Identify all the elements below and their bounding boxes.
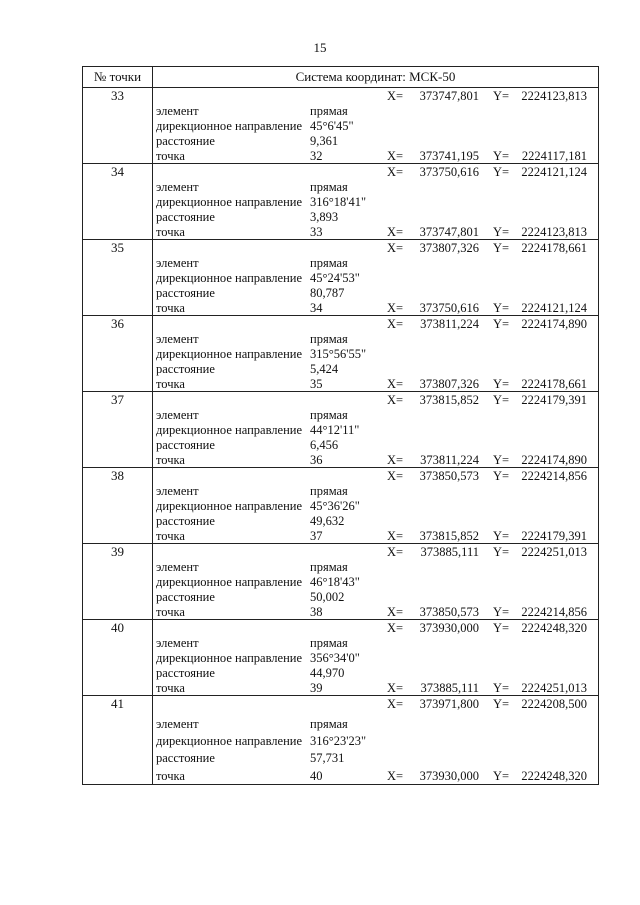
direction-line <box>153 498 593 514</box>
table-row <box>83 164 599 240</box>
distance-label: расстояние <box>156 514 215 528</box>
start-coords-line <box>153 240 593 256</box>
end-x-value: 373747,801 <box>419 225 479 239</box>
distance-line <box>153 589 593 605</box>
y-label: Y= <box>493 241 510 255</box>
point-id: 37 <box>83 392 153 468</box>
end-x-value: 373750,616 <box>419 301 479 315</box>
element-label: элемент <box>156 332 199 346</box>
end-point-line <box>153 680 593 696</box>
start-coords-line <box>153 468 593 484</box>
distance-label: расстояние <box>156 210 215 224</box>
point-block <box>153 544 598 619</box>
element-value: прямая <box>310 104 348 118</box>
element-label: элемент <box>156 560 199 574</box>
end-point-line <box>153 376 593 392</box>
direction-line <box>153 422 593 438</box>
distance-label: расстояние <box>156 666 215 680</box>
point-block <box>153 316 598 391</box>
distance-line <box>153 133 593 149</box>
direction-line <box>153 346 593 362</box>
element-line <box>153 716 593 732</box>
x-label: X= <box>387 393 404 407</box>
x-label: X= <box>387 301 404 315</box>
element-value: прямая <box>310 332 348 346</box>
end-point-id: 36 <box>310 453 323 467</box>
end-y-value: 2224179,391 <box>521 529 587 543</box>
x-value: 373930,000 <box>419 621 479 635</box>
direction-line <box>153 574 593 590</box>
y-value: 2224179,391 <box>521 393 587 407</box>
x-label: X= <box>387 453 404 467</box>
x-label: X= <box>387 165 404 179</box>
direction-label: дирекционное направление <box>156 271 303 285</box>
y-value: 2224214,856 <box>521 469 587 483</box>
direction-value: 45°6'45" <box>310 119 354 133</box>
x-label: X= <box>387 545 404 559</box>
y-label: Y= <box>493 453 510 467</box>
end-point-line <box>153 452 593 468</box>
end-point-line <box>153 148 593 164</box>
point-block <box>153 240 598 315</box>
distance-line <box>153 750 593 766</box>
y-label: Y= <box>493 469 510 483</box>
y-label: Y= <box>493 377 510 391</box>
point-block <box>153 696 598 784</box>
point-details <box>153 468 599 544</box>
x-value: 373807,326 <box>419 241 479 255</box>
point-label: точка <box>156 453 185 467</box>
point-label: точка <box>156 769 185 783</box>
x-label: X= <box>387 317 404 331</box>
end-y-value: 2224251,013 <box>521 681 587 695</box>
element-line <box>153 255 593 271</box>
table-row <box>83 316 599 392</box>
point-label: точка <box>156 529 185 543</box>
direction-value: 45°24'53" <box>310 271 360 285</box>
element-line <box>153 635 593 651</box>
element-value: прямая <box>310 484 348 498</box>
end-y-value: 2224214,856 <box>521 605 587 619</box>
end-x-value: 373811,224 <box>420 453 479 467</box>
point-id: 41 <box>83 696 153 785</box>
y-value: 2224123,813 <box>521 89 587 103</box>
direction-label: дирекционное направление <box>156 423 303 437</box>
element-label: элемент <box>156 180 199 194</box>
x-label: X= <box>387 681 404 695</box>
y-label: Y= <box>493 301 510 315</box>
direction-value: 316°18'41" <box>310 195 367 209</box>
x-label: X= <box>387 769 404 783</box>
distance-line <box>153 513 593 529</box>
end-point-id: 35 <box>310 377 323 391</box>
distance-line <box>153 209 593 225</box>
element-value: прямая <box>310 560 348 574</box>
element-value: прямая <box>310 180 348 194</box>
y-value: 2224174,890 <box>521 317 587 331</box>
point-label: точка <box>156 225 185 239</box>
point-details <box>153 164 599 240</box>
x-value: 373750,616 <box>419 165 479 179</box>
distance-label: расстояние <box>156 362 215 376</box>
element-value: прямая <box>310 256 348 270</box>
x-label: X= <box>387 621 404 635</box>
end-point-line <box>153 224 593 240</box>
x-label: X= <box>387 241 404 255</box>
y-label: Y= <box>493 769 510 783</box>
direction-line <box>153 650 593 666</box>
table-row <box>83 392 599 468</box>
x-value: 373971,800 <box>419 697 479 711</box>
table-row <box>83 544 599 620</box>
element-value: прямая <box>310 636 348 650</box>
point-details <box>153 696 599 785</box>
distance-label: расстояние <box>156 286 215 300</box>
x-label: X= <box>387 377 404 391</box>
x-label: X= <box>387 149 404 163</box>
table-row <box>83 240 599 316</box>
point-details <box>153 240 599 316</box>
direction-label: дирекционное направление <box>156 347 303 361</box>
y-label: Y= <box>493 681 510 695</box>
point-details <box>153 88 599 164</box>
point-label: точка <box>156 301 185 315</box>
direction-value: 356°34'0" <box>310 651 360 665</box>
direction-value: 44°12'11" <box>310 423 360 437</box>
start-coords-line <box>153 544 593 560</box>
y-label: Y= <box>493 149 510 163</box>
distance-value: 44,970 <box>310 666 345 680</box>
y-label: Y= <box>493 545 510 559</box>
end-point-id: 33 <box>310 225 323 239</box>
y-label: Y= <box>493 605 510 619</box>
distance-label: расстояние <box>156 134 215 148</box>
x-value: 373885,111 <box>420 545 479 559</box>
table-row <box>83 696 599 785</box>
direction-value: 45°36'26" <box>310 499 360 513</box>
end-point-line <box>153 604 593 620</box>
y-label: Y= <box>493 697 510 711</box>
distance-value: 49,632 <box>310 514 345 528</box>
distance-line <box>153 665 593 681</box>
table-body <box>83 67 599 785</box>
x-value: 373811,224 <box>420 317 479 331</box>
y-label: Y= <box>493 225 510 239</box>
x-label: X= <box>387 89 404 103</box>
point-block <box>153 620 598 695</box>
y-label: Y= <box>493 317 510 331</box>
y-label: Y= <box>493 165 510 179</box>
element-label: элемент <box>156 636 199 650</box>
point-block <box>153 468 598 543</box>
distance-label: расстояние <box>156 438 215 452</box>
table-row <box>83 468 599 544</box>
distance-value: 6,456 <box>310 438 339 452</box>
distance-line <box>153 361 593 377</box>
y-value: 2224178,661 <box>521 241 587 255</box>
end-y-value: 2224248,320 <box>521 769 587 783</box>
direction-line <box>153 118 593 134</box>
x-label: X= <box>387 605 404 619</box>
point-id: 39 <box>83 544 153 620</box>
distance-line <box>153 285 593 301</box>
end-x-value: 373930,000 <box>419 769 479 783</box>
x-value: 373815,852 <box>419 393 479 407</box>
element-label: элемент <box>156 408 199 422</box>
end-point-id: 32 <box>310 149 323 163</box>
point-block <box>153 392 598 467</box>
start-coords-line <box>153 164 593 180</box>
distance-value: 50,002 <box>310 590 345 604</box>
element-line <box>153 407 593 423</box>
start-coords-line <box>153 88 593 104</box>
x-label: X= <box>387 225 404 239</box>
start-coords-line <box>153 316 593 332</box>
x-label: X= <box>387 469 404 483</box>
point-id: 34 <box>83 164 153 240</box>
table-row <box>83 88 599 164</box>
end-y-value: 2224178,661 <box>521 377 587 391</box>
element-line <box>153 559 593 575</box>
direction-line <box>153 733 593 749</box>
element-line <box>153 103 593 119</box>
end-point-id: 38 <box>310 605 323 619</box>
point-details <box>153 544 599 620</box>
end-point-id: 34 <box>310 301 323 315</box>
page-number: 15 <box>313 40 327 55</box>
end-x-value: 373850,573 <box>419 605 479 619</box>
y-value: 2224208,500 <box>521 697 587 711</box>
end-y-value: 2224117,181 <box>521 149 587 163</box>
y-value: 2224248,320 <box>521 621 587 635</box>
point-label: точка <box>156 149 185 163</box>
table-header-row <box>83 67 599 88</box>
end-point-line <box>153 300 593 316</box>
y-value: 2224251,013 <box>521 545 587 559</box>
end-y-value: 2224121,124 <box>521 301 587 315</box>
point-block <box>153 164 598 239</box>
point-id: 33 <box>83 88 153 164</box>
start-coords-line <box>153 620 593 636</box>
x-label: X= <box>387 697 404 711</box>
direction-label: дирекционное направление <box>156 651 303 665</box>
element-label: элемент <box>156 104 199 118</box>
point-label: точка <box>156 681 185 695</box>
distance-value: 3,893 <box>310 210 339 224</box>
y-label: Y= <box>493 393 510 407</box>
element-line <box>153 483 593 499</box>
coordinates-table <box>82 66 599 785</box>
point-label: точка <box>156 605 185 619</box>
direction-label: дирекционное направление <box>156 119 303 133</box>
element-line <box>153 179 593 195</box>
y-value: 2224121,124 <box>521 165 587 179</box>
end-x-value: 373885,111 <box>420 681 479 695</box>
x-value: 373850,573 <box>419 469 479 483</box>
end-point-line <box>153 768 593 784</box>
element-label: элемент <box>156 484 199 498</box>
end-x-value: 373741,195 <box>419 149 479 163</box>
point-block <box>153 88 598 163</box>
end-point-id: 40 <box>310 769 323 783</box>
point-details <box>153 316 599 392</box>
direction-label: дирекционное направление <box>156 734 303 748</box>
distance-value: 5,424 <box>310 362 339 376</box>
direction-line <box>153 270 593 286</box>
point-id: 40 <box>83 620 153 696</box>
end-y-value: 2224123,813 <box>521 225 587 239</box>
start-coords-line <box>153 392 593 408</box>
direction-line <box>153 194 593 210</box>
x-value: 373747,801 <box>419 89 479 103</box>
element-value: прямая <box>310 717 348 731</box>
end-x-value: 373807,326 <box>419 377 479 391</box>
element-line <box>153 331 593 347</box>
point-id: 36 <box>83 316 153 392</box>
point-id: 38 <box>83 468 153 544</box>
y-label: Y= <box>493 621 510 635</box>
element-label: элемент <box>156 717 199 731</box>
distance-value: 57,731 <box>310 751 345 765</box>
point-details <box>153 620 599 696</box>
direction-label: дирекционное направление <box>156 195 303 209</box>
end-point-id: 37 <box>310 529 323 543</box>
point-details <box>153 392 599 468</box>
direction-label: дирекционное направление <box>156 499 303 513</box>
point-label: точка <box>156 377 185 391</box>
y-label: Y= <box>493 529 510 543</box>
distance-value: 9,361 <box>310 134 339 148</box>
end-point-line <box>153 528 593 544</box>
direction-value: 315°56'55" <box>310 347 367 361</box>
element-value: прямая <box>310 408 348 422</box>
table-row <box>83 620 599 696</box>
distance-label: расстояние <box>156 751 215 765</box>
distance-label: расстояние <box>156 590 215 604</box>
direction-label: дирекционное направление <box>156 575 303 589</box>
element-label: элемент <box>156 256 199 270</box>
end-x-value: 373815,852 <box>419 529 479 543</box>
distance-line <box>153 437 593 453</box>
y-label: Y= <box>493 89 510 103</box>
end-point-id: 39 <box>310 681 323 695</box>
column-header-system: Система координат: МСК-50 <box>153 67 599 88</box>
distance-value: 80,787 <box>310 286 345 300</box>
column-header-point: № точки <box>83 67 153 88</box>
direction-value: 316°23'23" <box>310 734 367 748</box>
end-y-value: 2224174,890 <box>521 453 587 467</box>
start-coords-line <box>153 696 593 712</box>
x-label: X= <box>387 529 404 543</box>
direction-value: 46°18'43" <box>310 575 360 589</box>
point-id: 35 <box>83 240 153 316</box>
